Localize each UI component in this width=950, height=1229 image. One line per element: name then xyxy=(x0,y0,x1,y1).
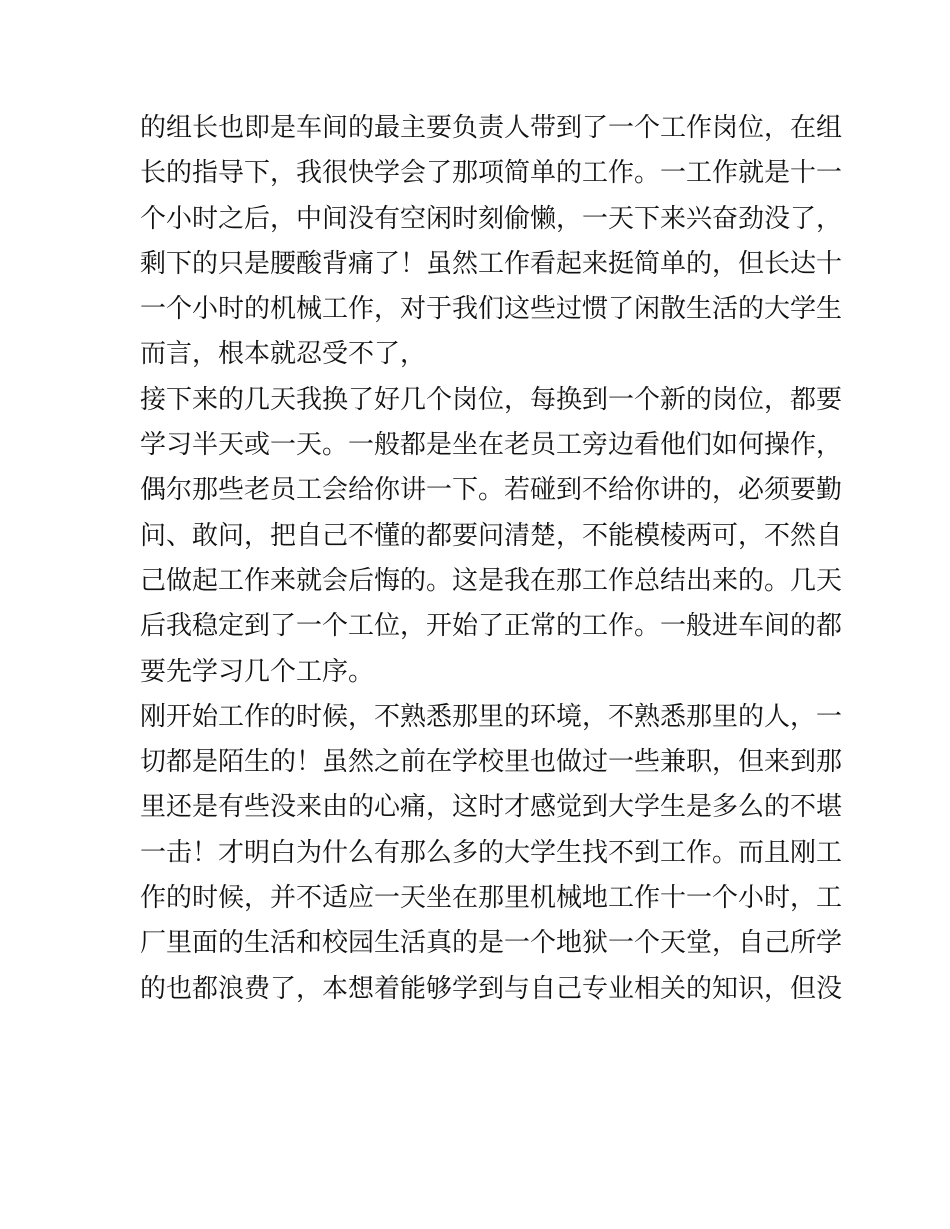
text-line: 一个小时的机械工作，对于我们这些过惯了闲散生活的大学生 xyxy=(140,294,843,325)
text-line: 的组长也即是车间的最主要负责人带到了一个工作岗位，在组 xyxy=(140,113,843,143)
text-line: 一击！才明白为什么有那么多的大学生找不到工作。而且刚工 xyxy=(140,837,843,868)
text-line: 切都是陌生的！虽然之前在学校里也做过一些兼职，但来到那 xyxy=(140,747,843,778)
text-line: 问、敢问，把自己不懂的都要问清楚，不能模棱两可，不然自 xyxy=(140,520,843,551)
text-line: 学习半天或一天。一般都是坐在老员工旁边看他们如何操作， xyxy=(140,430,843,461)
text-line: 己做起工作来就会后悔的。这是我在那工作总结出来的。几天 xyxy=(140,565,843,596)
text-line: 个小时之后，中间没有空闲时刻偷懒，一天下来兴奋劲没了， xyxy=(140,203,843,234)
text-line: 厂里面的生活和校园生活真的是一个地狱一个天堂，自己所学 xyxy=(140,928,843,959)
text-line: 后我稳定到了一个工位，开始了正常的工作。一般进车间的都 xyxy=(140,611,843,642)
text-line: 而言，根本就忍受不了， xyxy=(140,339,427,370)
text-line: 的也都浪费了，本想着能够学到与自己专业相关的知识，但没 xyxy=(140,973,843,1004)
text-line: 长的指导下，我很快学会了那项简单的工作。一工作就是十一 xyxy=(140,158,843,189)
text-line: 里还是有些没来由的心痛，这时才感觉到大学生是多么的不堪 xyxy=(140,792,843,823)
text-line: 接下来的几天我换了好几个岗位，每换到一个新的岗位，都要 xyxy=(140,384,843,415)
text-line: 偶尔那些老员工会给你讲一下。若碰到不给你讲的，必须要勤 xyxy=(140,475,843,506)
text-line: 作的时候，并不适应一天坐在那里机械地工作十一个小时，工 xyxy=(140,883,843,914)
text-line: 剩下的只是腰酸背痛了！虽然工作看起来挺简单的，但长达十 xyxy=(140,248,843,279)
text-line: 刚开始工作的时候，不熟悉那里的环境，不熟悉那里的人，一 xyxy=(140,701,843,732)
body-text xyxy=(140,106,843,1012)
text-line: 要先学习几个工序。 xyxy=(140,656,375,687)
